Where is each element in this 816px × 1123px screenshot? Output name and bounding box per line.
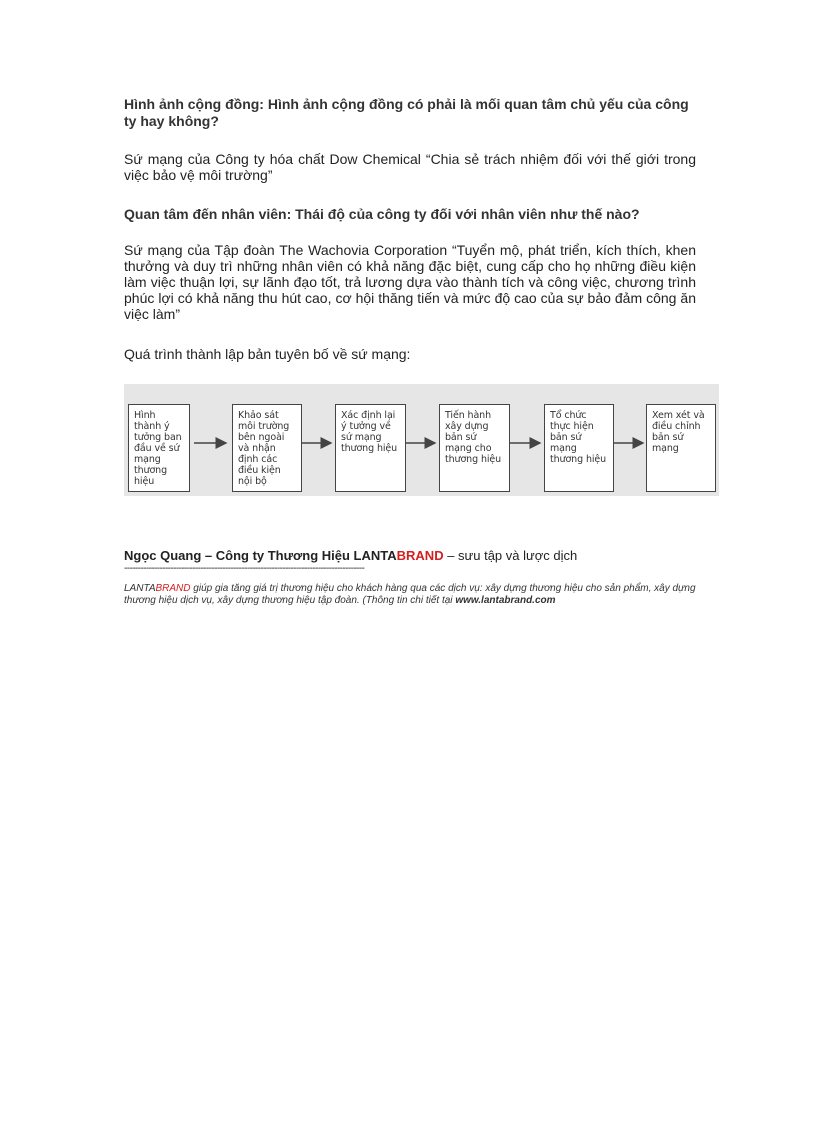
flow-step-1: Hình thành ý tưởng ban đầu về sứ mạng thương hiệu xyxy=(128,404,190,492)
mission-process-flowchart xyxy=(124,384,719,496)
paragraph-wachovia-mission: Sứ mạng của Tập đoàn The Wachovia Corporation “Tuyển mộ, phát triển, kích thích, khen thưởng và duy trì những nhân viên có khả năng đặc biệt, cung cấp cho họ những điều kiện làm việc thuận lợi, sự lãnh đạo tốt, trả lương dựa vào thành tích và công việc, chương trình phúc lợi có khả năng thu hút cao, cơ hội thăng tiến và mức độ cao của sự bảo đảm công ăn việc làm” xyxy=(124,242,696,322)
flowchart-arrows xyxy=(124,384,719,496)
flow-step-4: Tiến hành xây dựng bản sứ mạng cho thương hiệu xyxy=(439,404,510,492)
note-brand-prefix: LANTA xyxy=(124,583,156,594)
flow-step-2: Khảo sát môi trường bên ngoài và nhận định các điều kiện nội bộ xyxy=(232,404,302,492)
author-name: Ngọc Quang xyxy=(124,548,202,563)
footer-note xyxy=(124,583,699,607)
process-title: Quá trình thành lập bản tuyên bố về sứ mạng: xyxy=(124,346,411,362)
note-brand: BRAND xyxy=(155,583,191,594)
footer-divider: ---------------------------------------------------------------------------------------- xyxy=(124,564,365,574)
flow-step-6: Xem xét và điều chỉnh bản sứ mạng xyxy=(646,404,716,492)
website-link[interactable]: www.lantabrand.com xyxy=(455,595,556,606)
credit-suffix: – sưu tập và lược dịch xyxy=(443,548,578,563)
paragraph-dow-chemical-mission: Sứ mạng của Công ty hóa chất Dow Chemical “Chia sẻ trách nhiệm đối với thế giới trong việc bảo vệ môi trường” xyxy=(124,151,696,183)
author-dash: – xyxy=(201,548,216,563)
section-heading-employee-concern: Quan tâm đến nhân viên: Thái độ của công ty đối với nhân viên như thế nào? xyxy=(124,206,640,222)
flow-step-3: Xác định lại ý tưởng về sứ mạng thương hiệu xyxy=(335,404,406,492)
footer-credit xyxy=(124,548,577,564)
company-brand: BRAND xyxy=(396,548,444,563)
flow-step-5: Tổ chức thực hiện bản sứ mạng thương hiệu xyxy=(544,404,614,492)
company-name: Công ty Thương Hiệu LANTA xyxy=(215,548,397,563)
section-heading-community-image: Hình ảnh cộng đồng: Hình ảnh cộng đồng có phải là mối quan tâm chủ yếu của công ty hay không? xyxy=(124,96,689,129)
note-text: giúp gia tăng giá trị thương hiệu cho khách hàng qua các dịch vụ: xây dựng thương hiệu cho sản phẩm, xây dựng thương hiệu dịch vụ, xây dựng thương hiệu tập đoàn. (Thông tin chi tiết tại xyxy=(124,583,696,606)
